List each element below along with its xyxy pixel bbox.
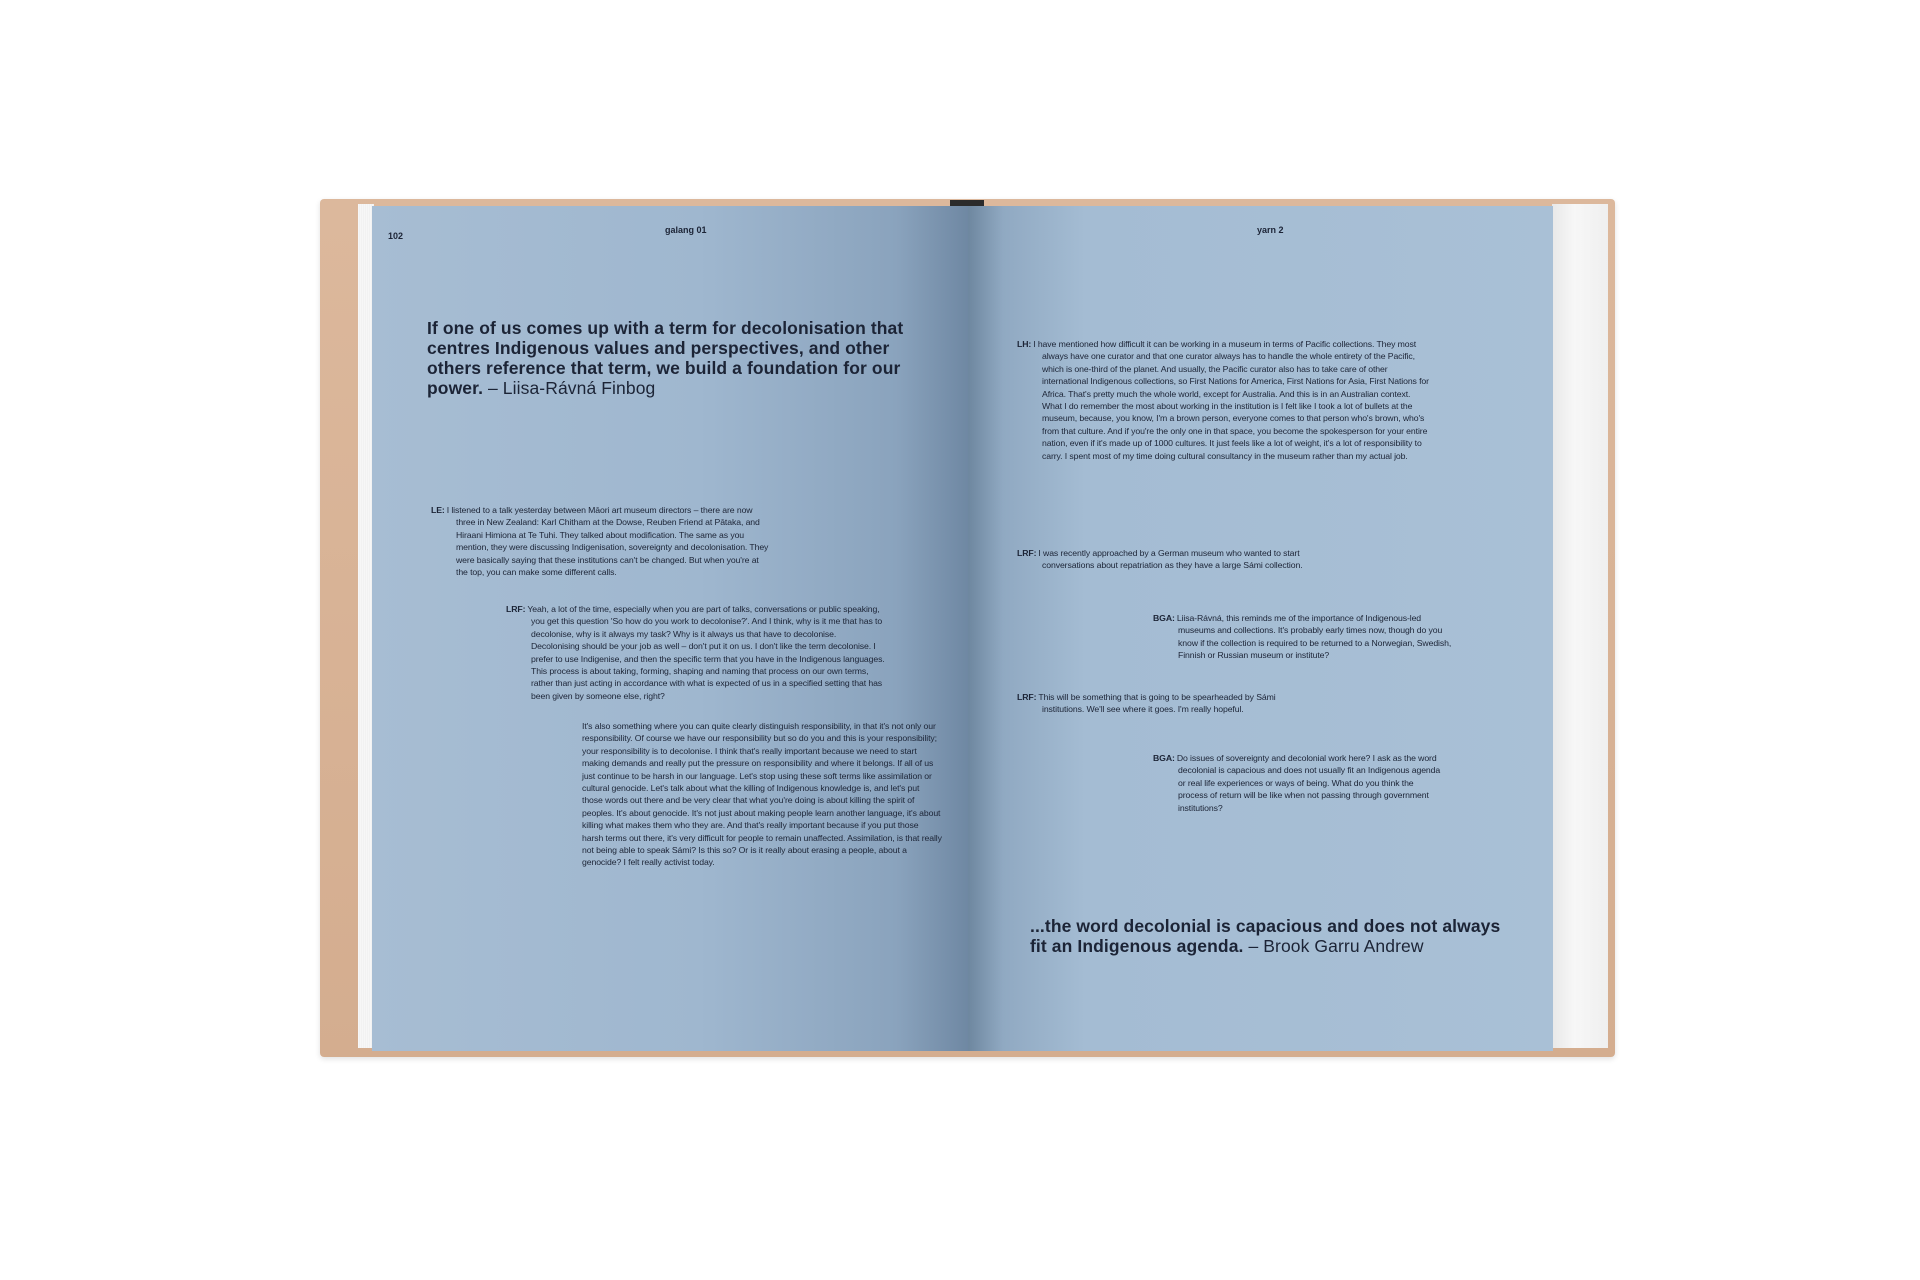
- dialogue-text: I have mentioned how difficult it can be working in a museum in terms of Pacific collections. They most always have one curator and that one curator always has to handle the whole entirety of the Pacific, which is one-third of the planet. And usually, the Pacific curator also has to take care of other international Indigenous collections, so First Nations for America, First Nations for Asia, First Nations for Africa. That's pretty much the whole world, except for Australia. And this is in an Australian context. What I do remember the most about working in the institution is I felt like I took a lot of bullets at the museum, because, you know, I'm a brown person, everyone comes to that person who's brown, who's from that culture. And if you're the only one in that space, you become the spokesperson for your entire nation, even if it's made up of 1000 cultures. It just feels like a lot of weight, it's a lot of responsibility to carry. I spent most of my time doing cultural consultancy in the museum rather than my actual job.: [1033, 339, 1429, 461]
- pull-quote-attribution: – Liisa-Rávná Finbog: [488, 378, 656, 398]
- running-head-right: yarn 2: [1257, 225, 1284, 235]
- speaker-label: LRF:: [506, 604, 526, 614]
- page-edges-right: [1552, 204, 1608, 1048]
- dialogue-block-lrf-continued: [582, 720, 942, 869]
- dialogue-text: I was recently approached by a German museum who wanted to start conversations about repatriation as they have a large Sámi collection.: [1038, 548, 1303, 571]
- speaker-label: LE:: [431, 505, 445, 515]
- pull-quote-attribution: – Brook Garru Andrew: [1248, 936, 1424, 956]
- pull-quote-text: If one of us comes up with a term for decolonisation that centres Indigenous values and perspectives, and other others reference that term, we build a foundation for our power.: [427, 318, 904, 398]
- dialogue-text: This will be something that is going to be spearheaded by Sámi institutions. We'll see where it goes. I'm really hopeful.: [1038, 692, 1276, 715]
- speaker-label: BGA:: [1153, 753, 1175, 763]
- speaker-label: BGA:: [1153, 613, 1175, 623]
- dialogue-text: Yeah, a lot of the time, especially when you are part of talks, conversations or public speaking, you get this question 'So how do you work to decolonise?'. And I think, why is it me that has to decolonise, why is it always my task? Why is it always us that have to decolonise. Decolonising should be your job as well – don't put it on us. I don't like the term decolonise. I prefer to use Indigenise, and then the specific term that you have in the Indigenous languages. This process is about taking, forming, shaping and naming that process on our own terms, rather than just acting in accordance with what is expected of us in a specified setting that has been given by someone else, right?: [527, 604, 885, 701]
- dialogue-block-bga-2: [1153, 752, 1443, 814]
- dialogue-text: Liisa-Rávná, this reminds me of the importance of Indigenous-led museums and collections. It's probably early times now, though do you know if the collection is required to be returned to a Norwegian, Swedish, Finnish or Russian museum or institute?: [1176, 613, 1452, 661]
- pull-quote-left: [427, 318, 922, 398]
- dialogue-block-lrf-right: [1017, 547, 1307, 572]
- pull-quote-right: [1030, 916, 1510, 956]
- running-head-left: galang 01: [665, 225, 707, 235]
- dialogue-text: It's also something where you can quite clearly distinguish responsibility, in that it's not only our responsibility. Of course we have our responsibility but so do you and this is your responsibility; your responsibility is to decolonise. I think that's really important because we need to start making demands and really put the pressure on responsibility and where it belongs. If all of us just continue to be harsh in our language. Let's stop using these soft terms like assimilation or cultural genocide. Let's talk about what the killing of Indigenous knowledge is, and let's put those words out there and be very clear that what you're doing is about killing the spirit of peoples. It's about genocide. It's not just about making people learn another language, it's about killing what makes them who they are. And that's really important because if you put those harsh terms out there, it's very difficult for people to remain unaffected. Assimilation, is that really not being able to speak Sámi? Is this so? Or is it really about erasing a people, about a genocide? I felt really activist today.: [582, 721, 942, 868]
- speaker-label: LRF:: [1017, 692, 1037, 702]
- dialogue-block-bga: [1153, 612, 1456, 662]
- dialogue-block-lrf: [506, 603, 887, 702]
- dialogue-block-lh: [1017, 338, 1432, 462]
- speaker-label: LRF:: [1017, 548, 1037, 558]
- dialogue-text: Do issues of sovereignty and decolonial work here? I ask as the word decolonial is capacious and does not usually fit an Indigenous agenda or real life experiences or ways of being. What do you think the process of return will be like when not passing through government institutions?: [1176, 753, 1441, 813]
- dialogue-text: I listened to a talk yesterday between Māori art museum directors – there are now three in New Zealand: Karl Chitham at the Dowse, Reuben Friend at Pātaka, and Hiraani Himiona at Te Tuhi. They talked about modification. The same as you mention, they were discussing Indigenisation, sovereignty and decolonisation. They were basically saying that these institutions can't be changed. But when you're at the top, you can make some different calls.: [446, 505, 769, 578]
- page-number: 102: [388, 231, 404, 241]
- pull-quote-text: ...the word decolonial is capacious and does not always fit an Indigenous agenda.: [1030, 916, 1501, 956]
- speaker-label: LH:: [1017, 339, 1032, 349]
- dialogue-block-lrf-right-2: [1017, 691, 1307, 716]
- dialogue-block-le: [431, 504, 769, 578]
